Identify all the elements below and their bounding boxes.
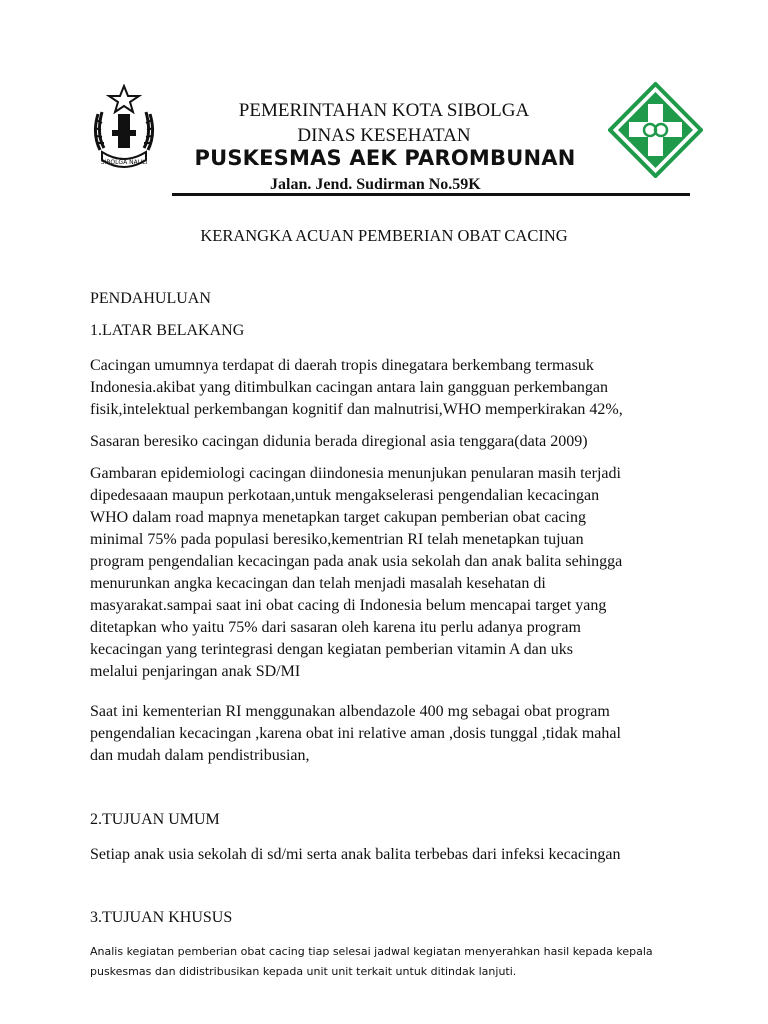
text-line: Analis kegiatan pemberian obat cacing tiap selesai jadwal kegiatan menyerahkan hasil kepada kepala [90,945,653,958]
text-line: pengendalian kecacingan ,karena obat ini relative aman ,dosis tunggal ,tidak mahal [90,725,621,742]
puskesmas-name: PUSKESMAS AEK PAROMBUNAN [194,146,576,170]
emblem-banner-text: SIBOLGA NAULI [100,159,148,166]
department-name: DINAS KESEHATAN [297,125,471,146]
section1-paragraph-1 [90,355,730,421]
text-line: ditetapkan who yaitu 75% dari sasaran oleh karena itu perlu adanya program [90,619,581,636]
text-line: minimal 75% pada populasi beresiko,kementrian RI telah menetapkan tujuan [90,531,584,548]
section3-heading: 3.TUJUAN KHUSUS [90,909,233,926]
text-line: dan mudah dalam pendistribusian, [90,747,310,764]
text-line: Saat ini kementerian RI menggunakan albendazole 400 mg sebagai obat program [90,703,610,720]
intro-heading: PENDAHULUAN [90,290,211,307]
section2-paragraph [90,844,730,866]
text-line: melalui penjaringan anak SD/MI [90,663,301,680]
address: Jalan. Jend. Sudirman No.59K [270,176,481,193]
section1-paragraph-4 [90,701,730,767]
text-line: menurunkan angka kecacingan dan telah menjadi masalah kesehatan di [90,575,546,592]
text-line: dipedesaaan maupun perkotaan,untuk mengakselerasi pengendalian kecacingan [90,487,600,504]
section1-paragraph-2 [90,431,730,453]
text-line: fisik,intelektual perkembangan kognitif dan malnutrisi,WHO memperkirakan 42%, [90,401,623,418]
section2-heading: 2.TUJUAN UMUM [90,811,220,828]
text-line: kecacingan yang terintegrasi dengan kegiatan pemberian vitamin A dan uks [90,641,573,658]
section1-heading: 1.LATAR BELAKANG [90,322,245,339]
text-line: masyarakat.sampai saat ini obat cacing di Indonesia belum mencapai target yang [90,597,607,614]
section1-paragraph-3 [90,463,730,683]
text-line: Setiap anak usia sekolah di sd/mi serta anak balita terbebas dari infeksi kecacingan [90,846,621,863]
document-title: KERANGKA ACUAN PEMBERIAN OBAT CACING [200,226,568,245]
puskesmas-logo [608,82,703,178]
text-line: Gambaran epidemiologi cacingan diindonesia menunjukan penularan masih terjadi [90,465,621,482]
sibolga-emblem-logo [88,84,160,178]
text-line: WHO dalam road mapnya menetapkan target cakupan pemberian obat cacing [90,509,586,526]
section3-paragraph [90,942,730,982]
header-divider [172,193,690,196]
text-line: Sasaran beresiko cacingan didunia berada diregional asia tenggara(data 2009) [90,433,588,450]
government-name: PEMERINTAHAN KOTA SIBOLGA [238,100,530,121]
text-line: Indonesia.akibat yang ditimbulkan cacingan antara lain gangguan perkembangan [90,379,609,396]
text-line: program pengendalian kecacingan pada anak usia sekolah dan anak balita sehingga [90,553,623,570]
text-line: puskesmas dan didistribusikan kepada unit unit terkait untuk ditindak lanjuti. [90,965,517,978]
text-line: Cacingan umumnya terdapat di daerah tropis dinegatara berkembang termasuk [90,357,594,374]
